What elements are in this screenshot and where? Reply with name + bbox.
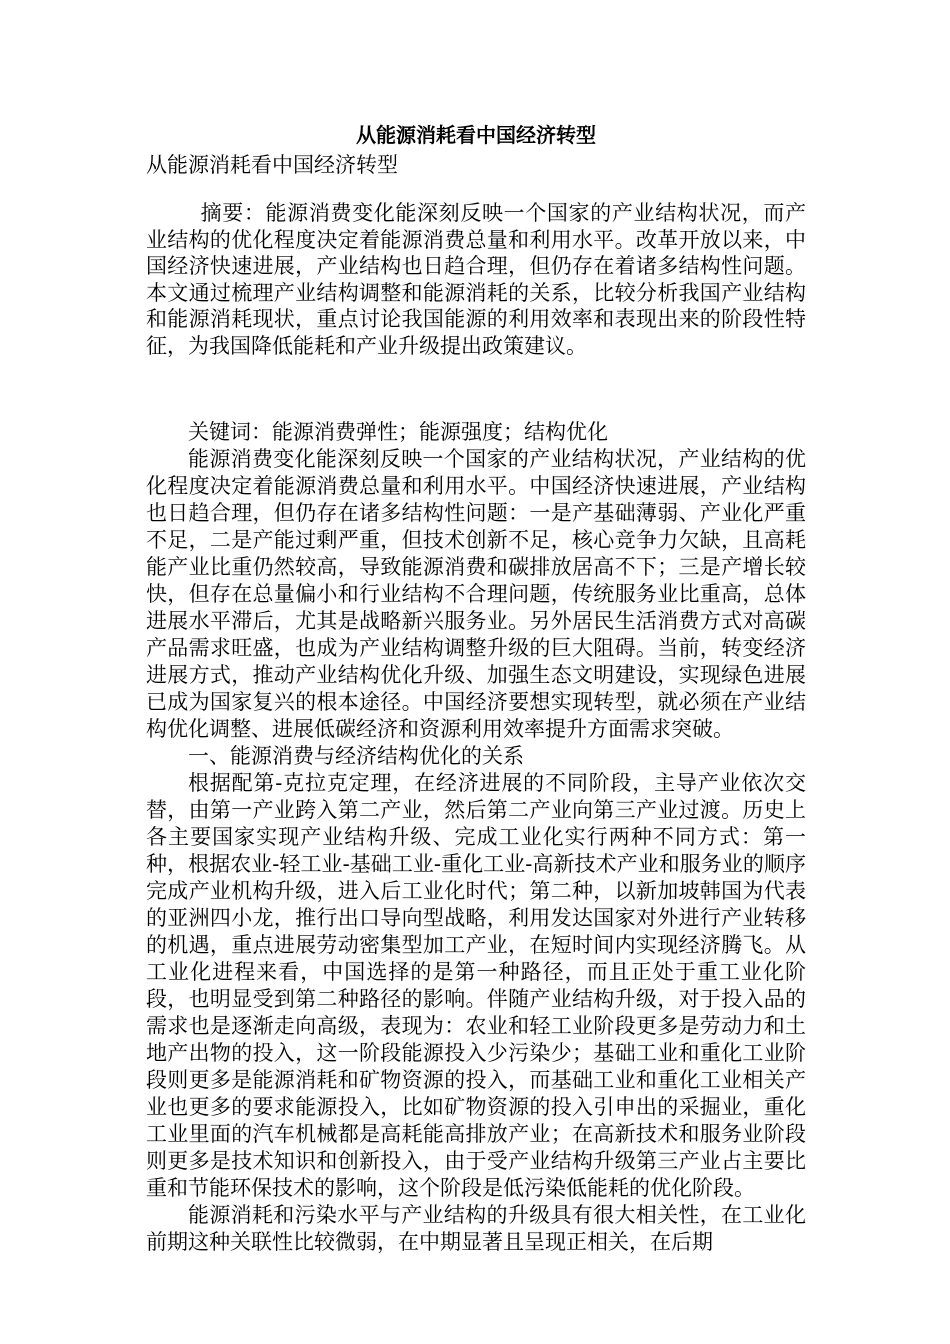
body-paragraph-petty-clark: 根据配第-克拉克定理，在经济进展的不同阶段，主导产业依次交替，由第一产业跨入第二产业，然后第二产业向第三产业过渡。历史上各主要国家实现产业结构升级、完成工业化实行两种不同方式：第一种，根据农业-轻工业-基础工业-重化工业-高新技术产业和服务业的顺序完成产业机构升级，进入后工业化时代；第二种，以新加坡韩国为代表的亚洲四小龙，推行出口导向型战略，利用发达国家对外进行产业转移的机遇，重点进展劳动密集型加工产业，在短时间内实现经济腾飞。从工业化进程来看，中国选择的是第一种路径，而且正处于重工业化阶段，也明显受到第二种路径的影响。伴随产业结构升级，对于投入品的需求也是逐渐走向高级，表现为：农业和轻工业阶段更多是劳动力和土地产出物的投入，这一阶段能源投入少污染少；基础工业和重化工业阶段则更多是能源消耗和矿物资源的投入，而基础工业和重化工业相关产业也更多的要求能源投入，比如矿物资源的投入引申出的采掘业，重化工业里面的汽车机械都是高耗能高排放产业；在高新技术和服务业阶段则更多是技术知识和创新投入，由于受产业结构升级第三产业占主要比重和节能环保技术的影响，这个阶段是低污染低能耗的优化阶段。 — [146, 771, 806, 1200]
section-heading-1: 一、能源消费与经济结构优化的关系 — [188, 744, 524, 768]
body-paragraph-intro: 能源消费变化能深刻反映一个国家的产业结构状况，产业结构的优化程度决定着能源消费总量和利用水平。中国经济快速进展，产业结构也日趋合理，但仍存在诸多结构性问题：一是产基础薄弱、产业化严重不足，二是产能过剩严重，但技术创新不足，核心竞争力欠缺，且高耗能产业比重仍然较高，导致能源消费和碳排放居高不下；三是产增长较快，但存在总量偏小和行业结构不合理问题，传统服务业比重高，总体进展水平滞后，尤其是战略新兴服务业。另外居民生活消费方式对高碳产品需求旺盛，也成为产业结构调整升级的巨大阻碍。当前，转变经济进展方式，推动产业结构优化升级、加强生态文明建设，实现绿色进展已成为国家复兴的根本途径。中国经济要想实现转型，就必须在产业结构优化调整、进展低碳经济和资源利用效率提升方面需求突破。 — [146, 447, 806, 741]
body-paragraph-energy-pollution: 能源消耗和污染水平与产业结构的升级具有很大相关性，在工业化前期这种关联性比较微弱，在中期显著且呈现正相关，在后期 — [146, 1203, 806, 1254]
abstract-paragraph: 摘要：能源消费变化能深刻反映一个国家的产业结构状况，而产业结构的优化程度决定着能源消费总量和利用水平。改革开放以来，中国经济快速进展，产业结构也日趋合理，但仍存在着诸多结构性问题。本文通过梳理产业结构调整和能源消耗的关系，比较分析我国产业结构和能源消耗现状，重点讨论我国能源的利用效率和表现出来的阶段性特征，为我国降低能耗和产业升级提出政策建议。 — [146, 201, 806, 358]
document-body — [146, 120, 806, 1256]
document-title: 从能源消耗看中国经济转型 — [356, 123, 596, 147]
keywords-line: 关键词：能源消费弹性；能源强度；结构优化 — [188, 420, 608, 444]
document-subtitle: 从能源消耗看中国经济转型 — [146, 153, 398, 177]
